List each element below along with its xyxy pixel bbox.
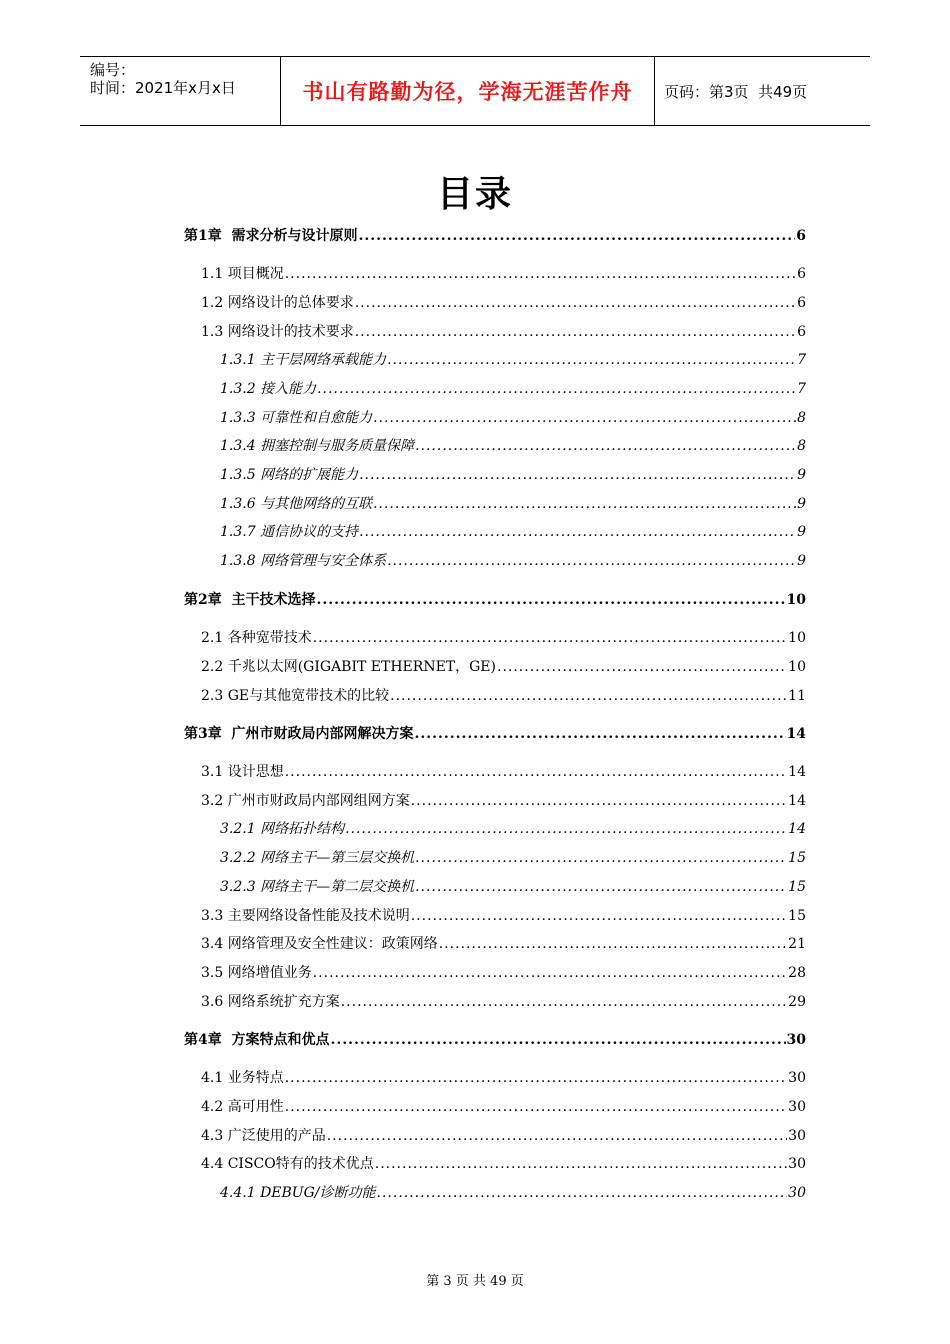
toc-entry-3-3[interactable]: 3.3 主要网络设备性能及技术说明 ..... 15 xyxy=(201,906,806,926)
toc-entry-1-3-3[interactable]: 1.3.3 可靠性和自愈能力 ..... 8 xyxy=(220,408,806,428)
toc-entry-2-1[interactable]: 2.1 各种宽带技术 ..... 10 xyxy=(201,628,806,648)
toc-entry-1-1[interactable]: 1.1 项目概况 ..... 6 xyxy=(201,264,806,284)
toc-entry-chapter-3[interactable]: 第3章 广州市财政局内部网解决方案 ..... 14 xyxy=(184,724,806,744)
toc-entry-4-3[interactable]: 4.3 广泛使用的产品 ..... 30 xyxy=(201,1126,806,1146)
toc-entry-1-3-8[interactable]: 1.3.8 网络管理与安全体系 ..... 9 xyxy=(220,551,806,571)
toc-entry-1-3-5[interactable]: 1.3.5 网络的扩展能力 ..... 9 xyxy=(220,465,806,485)
toc-entry-4-1[interactable]: 4.1 业务特点 ..... 30 xyxy=(201,1068,806,1088)
page-header xyxy=(80,56,870,126)
toc-entry-3-1[interactable]: 3.1 设计思想 ..... 14 xyxy=(201,762,806,782)
header-info xyxy=(80,57,281,125)
toc-entry-chapter-1[interactable]: 第1章 需求分析与设计原则 ..... 6 xyxy=(184,226,806,246)
toc-entry-4-4-1[interactable]: 4.4.1 DEBUG/诊断功能 ..... 30 xyxy=(220,1183,806,1203)
toc-entry-3-4[interactable]: 3.4 网络管理及安全性建议：政策网络 ..... 21 xyxy=(201,934,806,954)
header-page-info xyxy=(655,57,870,125)
toc-entry-2-3[interactable]: 2.3 GE与其他宽带技术的比较 ..... 11 xyxy=(201,686,806,706)
toc-entry-3-2-3[interactable]: 3.2.3 网络主干—第二层交换机 ..... 15 xyxy=(220,877,806,897)
header-motto: 书山有路勤为径，学海无涯苦作舟 xyxy=(281,57,655,125)
toc-entry-4-4[interactable]: 4.4 CISCO特有的技术优点 ..... 30 xyxy=(201,1154,806,1174)
toc-entry-4-2[interactable]: 4.2 高可用性 ..... 30 xyxy=(201,1097,806,1117)
toc-entry-1-3-4[interactable]: 1.3.4 拥塞控制与服务质量保障 ..... 8 xyxy=(220,436,806,456)
toc-entry-1-3-6[interactable]: 1.3.6 与其他网络的互联 ..... 9 xyxy=(220,494,806,514)
toc-entry-chapter-4[interactable]: 第4章 方案特点和优点 ..... 30 xyxy=(184,1030,806,1050)
toc-entry-1-3-2[interactable]: 1.3.2 接入能力 ..... 7 xyxy=(220,379,806,399)
toc-entry-1-3-7[interactable]: 1.3.7 通信协议的支持 ..... 9 xyxy=(220,522,806,542)
toc-entry-3-6[interactable]: 3.6 网络系统扩充方案 ..... 29 xyxy=(201,992,806,1012)
page-footer: 第 3 页 共 49 页 xyxy=(426,1274,524,1289)
toc-entry-2-2[interactable]: 2.2 千兆以太网(GIGABIT ETHERNET，GE) ..... 10 xyxy=(201,657,806,677)
toc-entry-3-2-1[interactable]: 3.2.1 网络拓扑结构 ..... 14 xyxy=(220,819,806,839)
toc-entry-chapter-2[interactable]: 第2章 主干技术选择 ..... 10 xyxy=(184,590,806,610)
document-date: 时间：2021年x月x日 xyxy=(90,79,236,97)
toc-entry-1-2[interactable]: 1.2 网络设计的总体要求 ..... 6 xyxy=(201,293,806,313)
document-number: 编号： xyxy=(90,61,136,79)
toc-title: 目录 xyxy=(436,174,513,215)
toc-entry-3-2-2[interactable]: 3.2.2 网络主干—第三层交换机 ..... 15 xyxy=(220,848,806,868)
toc-entry-1-3[interactable]: 1.3 网络设计的技术要求 ..... 6 xyxy=(201,322,806,342)
header-page-label: 页码：第3页 共49页 xyxy=(664,82,808,101)
toc-entry-1-3-1[interactable]: 1.3.1 主干层网络承载能力 ..... 7 xyxy=(220,350,806,370)
toc-entry-3-5[interactable]: 3.5 网络增值业务 ..... 28 xyxy=(201,963,806,983)
toc-entry-3-2[interactable]: 3.2 广州市财政局内部网组网方案 ..... 14 xyxy=(201,791,806,811)
